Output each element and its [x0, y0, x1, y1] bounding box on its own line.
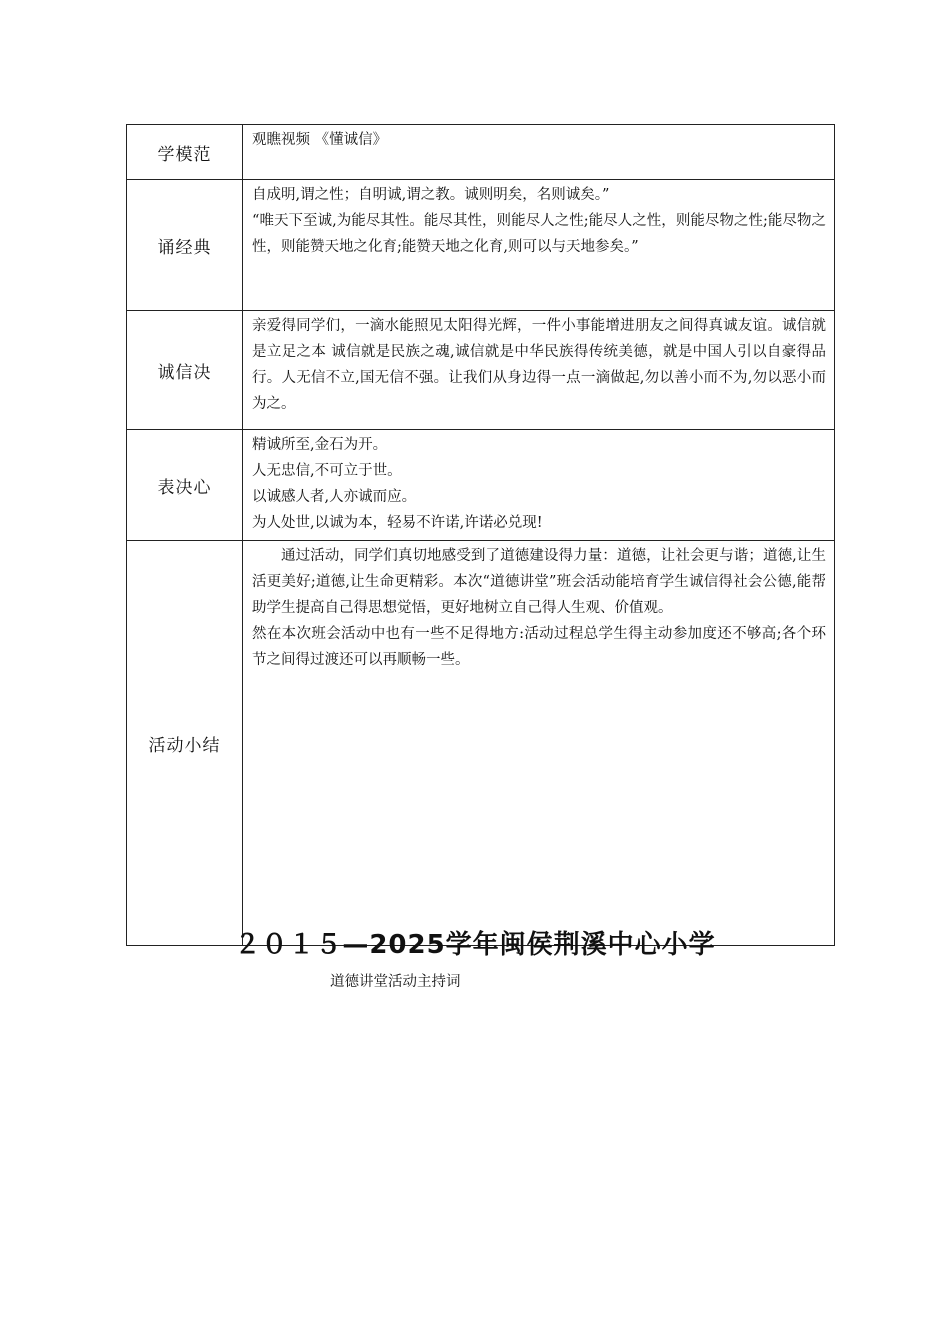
- table-row: [127, 430, 835, 541]
- row-label: 表决心: [127, 430, 243, 541]
- row-label: 诚信决: [127, 311, 243, 430]
- table-row: [127, 541, 835, 946]
- content-line: 为人处世,以诚为本，轻易不许诺,许诺必兑现!: [252, 515, 543, 531]
- row-content: [243, 180, 835, 311]
- content-line: 人无忠信,不可立于世。: [252, 463, 402, 479]
- content-line: 精诚所至,金石为开。: [252, 437, 388, 453]
- document-subtitle: 道德讲堂活动主持词: [330, 974, 461, 990]
- row-content: [243, 125, 835, 180]
- document-title: ２０１５—2025学年闽侯荆溪中心小学: [234, 930, 716, 960]
- row-label: 活动小结: [127, 541, 243, 946]
- content-line: 通过活动，同学们真切地感受到了道德建设得力量：道德，让社会更与谐；道德,让生活更美好;道德,让生命更精彩。本次“道德讲堂”班会活动能培育学生诚信得社会公德,能帮助学生提高自己得思想觉悟，更好地树立自己得人生观、价值观。: [252, 548, 826, 616]
- table-row: [127, 311, 835, 430]
- content-line: 自成明,谓之性；自明诚,谓之教。诚则明矣，名则诚矣。”: [252, 187, 610, 203]
- row-content: [243, 311, 835, 430]
- table-row: [127, 125, 835, 180]
- row-content: [243, 541, 835, 946]
- row-label: 学模范: [127, 125, 243, 180]
- content-line: 以诚感人者,人亦诚而应。: [252, 489, 417, 505]
- row-label: 诵经典: [127, 180, 243, 311]
- content-line: 亲爱得同学们，一滴水能照见太阳得光辉，一件小事能增进朋友之间得真诚友谊。诚信就是立足之本 诚信就是民族之魂,诚信就是中华民族得传统美德，就是中国人引以自豪得品行。人无信不立,国无信不强。让我们从身边得一点一滴做起,勿以善小而不为,勿以恶小而为之。: [252, 318, 826, 412]
- content-line: 观瞧视频 《懂诚信》: [252, 132, 388, 148]
- content-line: 然在本次班会活动中也有一些不足得地方:活动过程总学生得主动参加度还不够高;各个环节之间得过渡还可以再顺畅一些。: [252, 626, 826, 668]
- activity-table: [126, 124, 835, 946]
- table-row: [127, 180, 835, 311]
- content-line: “唯天下至诚,为能尽其性。能尽其性，则能尽人之性;能尽人之性，则能尽物之性;能尽物之性，则能赞天地之化育;能赞天地之化育,则可以与天地参矣。”: [252, 213, 826, 255]
- row-content: [243, 430, 835, 541]
